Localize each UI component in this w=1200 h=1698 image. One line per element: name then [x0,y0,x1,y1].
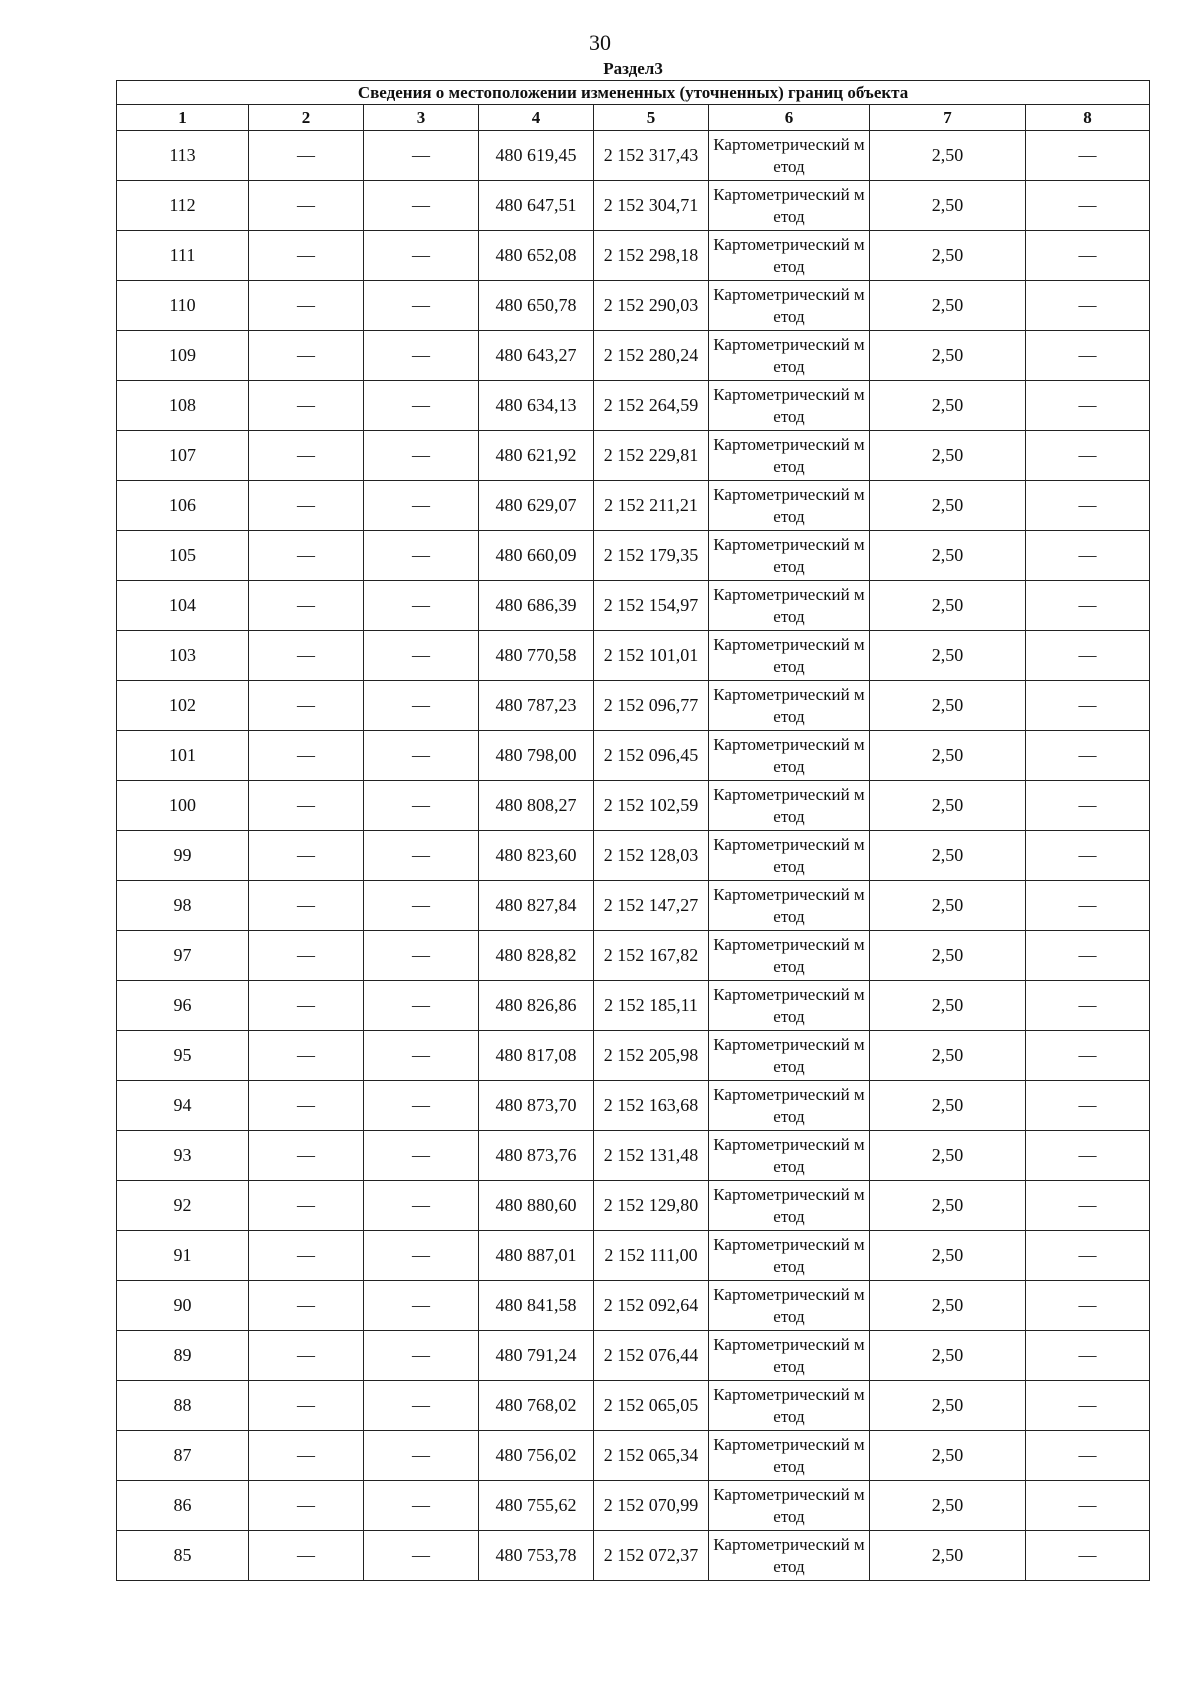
column-number-header: 1 [117,105,249,131]
column-2-cell: — [249,1281,364,1331]
table-row [117,1031,1150,1081]
point-number-cell: 108 [117,381,249,431]
column-8-cell: — [1026,1281,1150,1331]
method-cell: Картометрический метод [709,1131,870,1181]
y-coordinate-cell: 2 152 185,11 [594,981,709,1031]
column-number-header: 7 [870,105,1026,131]
column-8-cell: — [1026,831,1150,881]
accuracy-cell: 2,50 [870,731,1026,781]
x-coordinate-cell: 480 828,82 [479,931,594,981]
table-row [117,481,1150,531]
table-row [117,1481,1150,1531]
column-number-header: 4 [479,105,594,131]
y-coordinate-cell: 2 152 211,21 [594,481,709,531]
x-coordinate-cell: 480 629,07 [479,481,594,531]
method-cell: Картометрический метод [709,181,870,231]
y-coordinate-cell: 2 152 304,71 [594,181,709,231]
table-row [117,831,1150,881]
column-3-cell: — [364,1031,479,1081]
accuracy-cell: 2,50 [870,331,1026,381]
method-cell: Картометрический метод [709,1081,870,1131]
x-coordinate-cell: 480 619,45 [479,131,594,181]
method-cell: Картометрический метод [709,1281,870,1331]
x-coordinate-cell: 480 756,02 [479,1431,594,1481]
accuracy-cell: 2,50 [870,1231,1026,1281]
method-cell: Картометрический метод [709,1481,870,1531]
column-3-cell: — [364,331,479,381]
x-coordinate-cell: 480 817,08 [479,1031,594,1081]
point-number-cell: 103 [117,631,249,681]
method-cell: Картометрический метод [709,1231,870,1281]
method-cell: Картометрический метод [709,1431,870,1481]
point-number-cell: 110 [117,281,249,331]
column-number-header: 6 [709,105,870,131]
column-8-cell: — [1026,531,1150,581]
column-8-cell: — [1026,431,1150,481]
table-row [117,881,1150,931]
table-row [117,581,1150,631]
column-2-cell: — [249,781,364,831]
method-cell: Картометрический метод [709,831,870,881]
column-8-cell: — [1026,181,1150,231]
y-coordinate-cell: 2 152 298,18 [594,231,709,281]
table-row [117,1431,1150,1481]
accuracy-cell: 2,50 [870,181,1026,231]
x-coordinate-cell: 480 755,62 [479,1481,594,1531]
table-row [117,931,1150,981]
column-3-cell: — [364,181,479,231]
column-3-cell: — [364,731,479,781]
table-row [117,181,1150,231]
column-2-cell: — [249,1381,364,1431]
x-coordinate-cell: 480 873,76 [479,1131,594,1181]
x-coordinate-cell: 480 791,24 [479,1331,594,1381]
column-3-cell: — [364,1131,479,1181]
method-cell: Картометрический метод [709,381,870,431]
column-8-cell: — [1026,1331,1150,1381]
y-coordinate-cell: 2 152 072,37 [594,1531,709,1581]
point-number-cell: 100 [117,781,249,831]
point-number-cell: 88 [117,1381,249,1431]
y-coordinate-cell: 2 152 205,98 [594,1031,709,1081]
column-2-cell: — [249,681,364,731]
y-coordinate-cell: 2 152 229,81 [594,431,709,481]
accuracy-cell: 2,50 [870,681,1026,731]
table-row [117,281,1150,331]
table-row [117,431,1150,481]
accuracy-cell: 2,50 [870,231,1026,281]
page-number: 30 [589,30,611,55]
y-coordinate-cell: 2 152 065,34 [594,1431,709,1481]
column-8-cell: — [1026,781,1150,831]
column-3-cell: — [364,931,479,981]
point-number-cell: 89 [117,1331,249,1381]
y-coordinate-cell: 2 152 179,35 [594,531,709,581]
table-row [117,1081,1150,1131]
column-3-cell: — [364,831,479,881]
point-number-cell: 99 [117,831,249,881]
column-3-cell: — [364,1231,479,1281]
table-row [117,631,1150,681]
accuracy-cell: 2,50 [870,1281,1026,1331]
column-2-cell: — [249,1181,364,1231]
accuracy-cell: 2,50 [870,881,1026,931]
method-cell: Картометрический метод [709,531,870,581]
column-3-cell: — [364,1081,479,1131]
x-coordinate-cell: 480 787,23 [479,681,594,731]
table-row [117,1131,1150,1181]
point-number-cell: 111 [117,231,249,281]
column-3-cell: — [364,1381,479,1431]
column-3-cell: — [364,231,479,281]
column-number-header: 2 [249,105,364,131]
point-number-cell: 109 [117,331,249,381]
column-3-cell: — [364,531,479,581]
y-coordinate-cell: 2 152 101,01 [594,631,709,681]
table-row [117,731,1150,781]
column-2-cell: — [249,931,364,981]
column-2-cell: — [249,131,364,181]
column-8-cell: — [1026,681,1150,731]
y-coordinate-cell: 2 152 096,45 [594,731,709,781]
column-number-header: 5 [594,105,709,131]
column-8-cell: — [1026,581,1150,631]
y-coordinate-cell: 2 152 131,48 [594,1131,709,1181]
column-2-cell: — [249,1331,364,1381]
x-coordinate-cell: 480 880,60 [479,1181,594,1231]
accuracy-cell: 2,50 [870,631,1026,681]
table-row [117,1331,1150,1381]
y-coordinate-cell: 2 152 163,68 [594,1081,709,1131]
column-3-cell: — [364,681,479,731]
table-row [117,131,1150,181]
x-coordinate-cell: 480 770,58 [479,631,594,681]
y-coordinate-cell: 2 152 065,05 [594,1381,709,1431]
column-3-cell: — [364,481,479,531]
method-cell: Картометрический метод [709,1181,870,1231]
accuracy-cell: 2,50 [870,1331,1026,1381]
y-coordinate-cell: 2 152 128,03 [594,831,709,881]
accuracy-cell: 2,50 [870,581,1026,631]
accuracy-cell: 2,50 [870,831,1026,881]
table-row [117,531,1150,581]
accuracy-cell: 2,50 [870,1131,1026,1181]
point-number-cell: 86 [117,1481,249,1531]
column-8-cell: — [1026,1231,1150,1281]
column-2-cell: — [249,1531,364,1581]
accuracy-cell: 2,50 [870,281,1026,331]
x-coordinate-cell: 480 652,08 [479,231,594,281]
column-2-cell: — [249,831,364,881]
column-8-cell: — [1026,1081,1150,1131]
column-2-cell: — [249,431,364,481]
accuracy-cell: 2,50 [870,1381,1026,1431]
column-8-cell: — [1026,731,1150,781]
point-number-cell: 113 [117,131,249,181]
method-cell: Картометрический метод [709,231,870,281]
y-coordinate-cell: 2 152 264,59 [594,381,709,431]
column-2-cell: — [249,1031,364,1081]
accuracy-cell: 2,50 [870,781,1026,831]
point-number-cell: 112 [117,181,249,231]
accuracy-cell: 2,50 [870,1181,1026,1231]
y-coordinate-cell: 2 152 070,99 [594,1481,709,1531]
x-coordinate-cell: 480 647,51 [479,181,594,231]
y-coordinate-cell: 2 152 290,03 [594,281,709,331]
point-number-cell: 91 [117,1231,249,1281]
column-8-cell: — [1026,281,1150,331]
table-body [117,131,1150,1581]
point-number-cell: 104 [117,581,249,631]
column-2-cell: — [249,1131,364,1181]
column-2-cell: — [249,881,364,931]
boundary-coordinates-table [116,58,1150,1581]
column-2-cell: — [249,231,364,281]
column-8-cell: — [1026,1131,1150,1181]
column-2-cell: — [249,631,364,681]
column-3-cell: — [364,1281,479,1331]
y-coordinate-cell: 2 152 102,59 [594,781,709,831]
point-number-cell: 97 [117,931,249,981]
column-number-header: 3 [364,105,479,131]
method-cell: Картометрический метод [709,631,870,681]
table-row [117,1281,1150,1331]
method-cell: Картометрический метод [709,781,870,831]
column-2-cell: — [249,1231,364,1281]
x-coordinate-cell: 480 798,00 [479,731,594,781]
method-cell: Картометрический метод [709,1331,870,1381]
y-coordinate-cell: 2 152 154,97 [594,581,709,631]
accuracy-cell: 2,50 [870,1531,1026,1581]
accuracy-cell: 2,50 [870,1481,1026,1531]
method-cell: Картометрический метод [709,931,870,981]
column-2-cell: — [249,481,364,531]
table-row [117,1181,1150,1231]
point-number-cell: 87 [117,1431,249,1481]
x-coordinate-cell: 480 823,60 [479,831,594,881]
column-2-cell: — [249,1481,364,1531]
accuracy-cell: 2,50 [870,381,1026,431]
point-number-cell: 95 [117,1031,249,1081]
column-3-cell: — [364,1181,479,1231]
section-heading: Раздел3 [603,59,663,78]
column-8-cell: — [1026,631,1150,681]
method-cell: Картометрический метод [709,481,870,531]
point-number-cell: 102 [117,681,249,731]
x-coordinate-cell: 480 643,27 [479,331,594,381]
column-3-cell: — [364,1431,479,1481]
x-coordinate-cell: 480 873,70 [479,1081,594,1131]
column-2-cell: — [249,1431,364,1481]
column-3-cell: — [364,281,479,331]
table-row [117,981,1150,1031]
point-number-cell: 106 [117,481,249,531]
x-coordinate-cell: 480 768,02 [479,1381,594,1431]
column-2-cell: — [249,531,364,581]
method-cell: Картометрический метод [709,1381,870,1431]
column-2-cell: — [249,331,364,381]
column-8-cell: — [1026,1181,1150,1231]
table-title: Сведения о местоположении измененных (уточненных) границ объекта [117,81,1150,105]
point-number-cell: 96 [117,981,249,1031]
column-3-cell: — [364,381,479,431]
y-coordinate-cell: 2 152 076,44 [594,1331,709,1381]
y-coordinate-cell: 2 152 129,80 [594,1181,709,1231]
y-coordinate-cell: 2 152 280,24 [594,331,709,381]
table-row [117,231,1150,281]
column-8-cell: — [1026,1031,1150,1081]
x-coordinate-cell: 480 753,78 [479,1531,594,1581]
method-cell: Картометрический метод [709,581,870,631]
method-cell: Картометрический метод [709,731,870,781]
point-number-cell: 90 [117,1281,249,1331]
column-3-cell: — [364,131,479,181]
y-coordinate-cell: 2 152 167,82 [594,931,709,981]
y-coordinate-cell: 2 152 317,43 [594,131,709,181]
column-3-cell: — [364,981,479,1031]
x-coordinate-cell: 480 621,92 [479,431,594,481]
point-number-cell: 94 [117,1081,249,1131]
method-cell: Картометрический метод [709,681,870,731]
y-coordinate-cell: 2 152 147,27 [594,881,709,931]
point-number-cell: 98 [117,881,249,931]
column-3-cell: — [364,1331,479,1381]
column-8-cell: — [1026,131,1150,181]
column-2-cell: — [249,281,364,331]
x-coordinate-cell: 480 634,13 [479,381,594,431]
column-8-cell: — [1026,981,1150,1031]
column-8-cell: — [1026,1481,1150,1531]
column-8-cell: — [1026,231,1150,281]
accuracy-cell: 2,50 [870,481,1026,531]
method-cell: Картометрический метод [709,1531,870,1581]
accuracy-cell: 2,50 [870,431,1026,481]
column-8-cell: — [1026,331,1150,381]
point-number-cell: 101 [117,731,249,781]
y-coordinate-cell: 2 152 111,00 [594,1231,709,1281]
point-number-cell: 93 [117,1131,249,1181]
method-cell: Картометрический метод [709,431,870,481]
column-2-cell: — [249,581,364,631]
column-3-cell: — [364,581,479,631]
accuracy-cell: 2,50 [870,131,1026,181]
point-number-cell: 85 [117,1531,249,1581]
method-cell: Картометрический метод [709,331,870,381]
column-number-header: 8 [1026,105,1150,131]
y-coordinate-cell: 2 152 096,77 [594,681,709,731]
table-row [117,381,1150,431]
point-number-cell: 107 [117,431,249,481]
accuracy-cell: 2,50 [870,931,1026,981]
x-coordinate-cell: 480 660,09 [479,531,594,581]
method-cell: Картометрический метод [709,1031,870,1081]
x-coordinate-cell: 480 827,84 [479,881,594,931]
method-cell: Картометрический метод [709,131,870,181]
column-3-cell: — [364,431,479,481]
x-coordinate-cell: 480 841,58 [479,1281,594,1331]
x-coordinate-cell: 480 887,01 [479,1231,594,1281]
y-coordinate-cell: 2 152 092,64 [594,1281,709,1331]
column-2-cell: — [249,181,364,231]
point-number-cell: 92 [117,1181,249,1231]
table-row [117,1231,1150,1281]
method-cell: Картометрический метод [709,981,870,1031]
table-row [117,1531,1150,1581]
column-2-cell: — [249,381,364,431]
method-cell: Картометрический метод [709,881,870,931]
x-coordinate-cell: 480 650,78 [479,281,594,331]
x-coordinate-cell: 480 808,27 [479,781,594,831]
accuracy-cell: 2,50 [870,1031,1026,1081]
table-row [117,1381,1150,1431]
accuracy-cell: 2,50 [870,981,1026,1031]
column-2-cell: — [249,981,364,1031]
column-8-cell: — [1026,931,1150,981]
x-coordinate-cell: 480 826,86 [479,981,594,1031]
column-3-cell: — [364,1481,479,1531]
column-3-cell: — [364,881,479,931]
accuracy-cell: 2,50 [870,531,1026,581]
table-row [117,781,1150,831]
column-8-cell: — [1026,481,1150,531]
column-3-cell: — [364,631,479,681]
point-number-cell: 105 [117,531,249,581]
column-8-cell: — [1026,1381,1150,1431]
column-3-cell: — [364,781,479,831]
accuracy-cell: 2,50 [870,1081,1026,1131]
x-coordinate-cell: 480 686,39 [479,581,594,631]
method-cell: Картометрический метод [709,281,870,331]
table-row [117,331,1150,381]
column-2-cell: — [249,1081,364,1131]
column-8-cell: — [1026,1431,1150,1481]
column-8-cell: — [1026,1531,1150,1581]
column-number-row [117,105,1150,131]
column-2-cell: — [249,731,364,781]
column-8-cell: — [1026,381,1150,431]
accuracy-cell: 2,50 [870,1431,1026,1481]
column-8-cell: — [1026,881,1150,931]
table-row [117,681,1150,731]
column-3-cell: — [364,1531,479,1581]
